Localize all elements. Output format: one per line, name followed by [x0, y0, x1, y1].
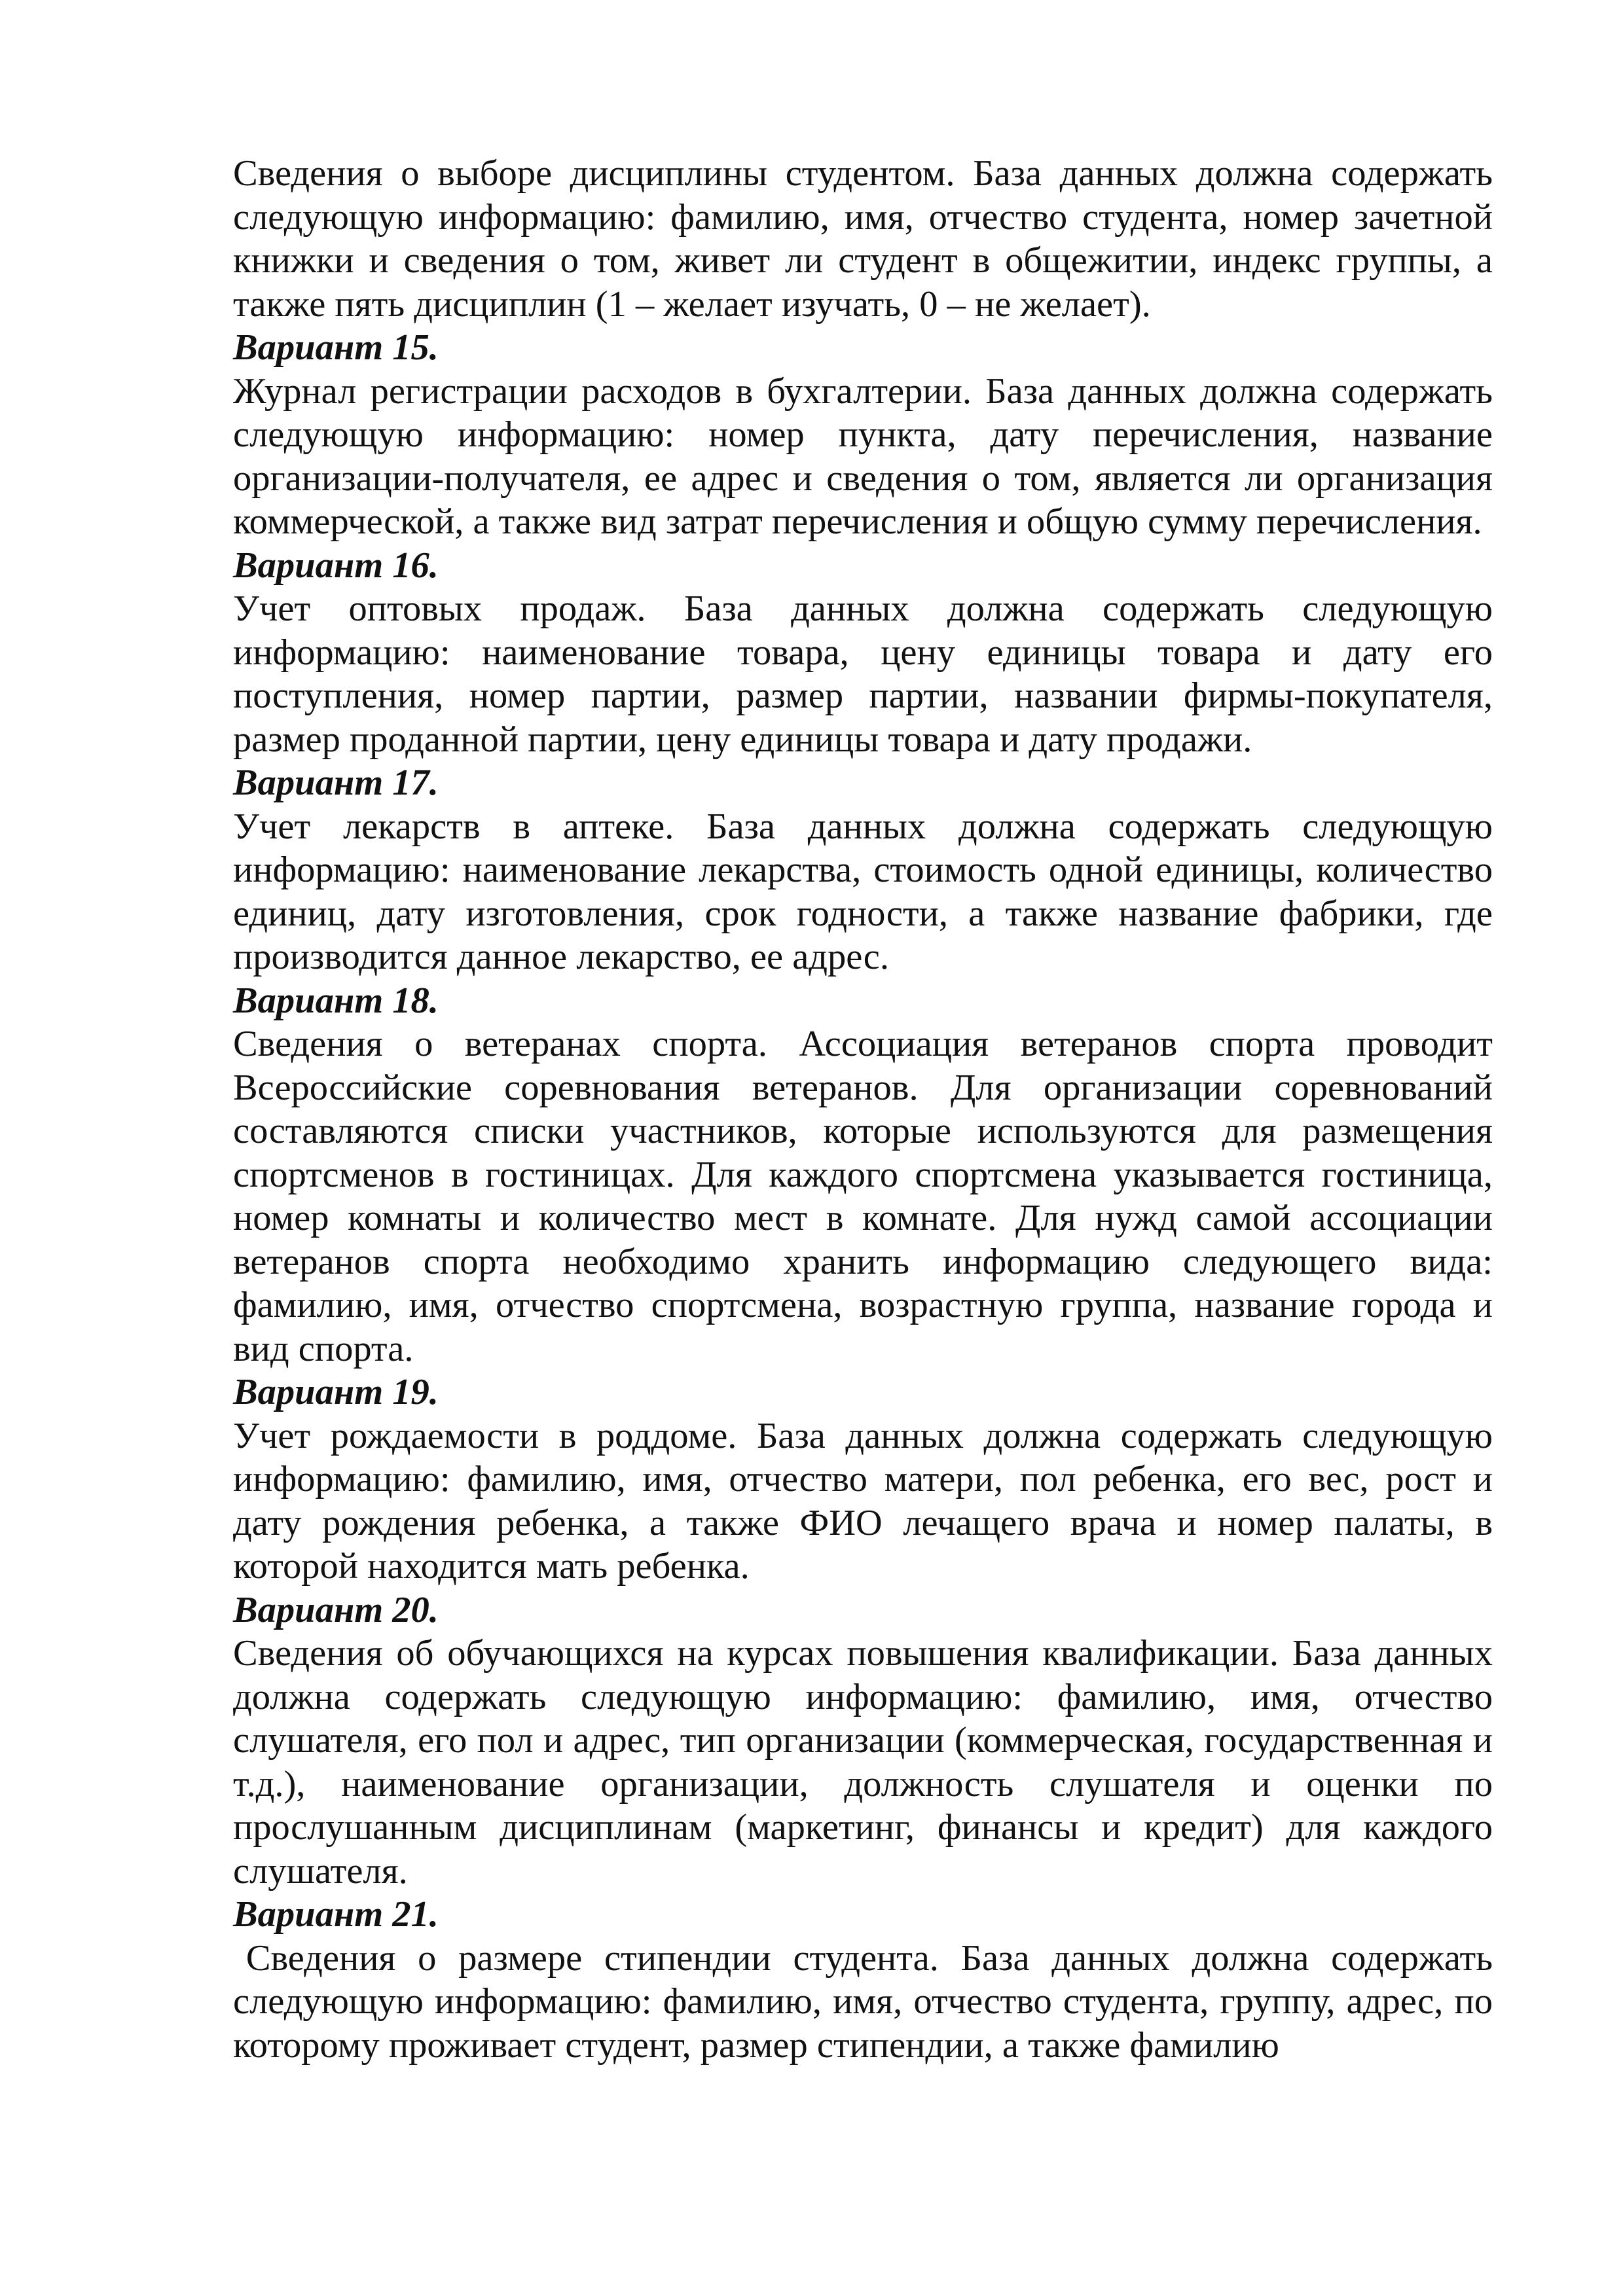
variant-text: Учет рождаемости в роддоме. База данных должна содержать следующую информацию: фамилию, имя, отчество матери, пол ребенка, его вес, рост и дату рождения ребенка, а также ФИО лечащего врача и номер палаты, в которой находится мать ребенка. [233, 1415, 1493, 1587]
variant-heading: Вариант 16. [233, 545, 439, 586]
intro-paragraph: Сведения о выборе дисциплины студентом. База данных должна содержать следующую информацию: фамилию, имя, отчество студента, номер зачетной книжки и сведения о том, живет ли студент в общежитии, индекс группы, а также пять дисциплин (1 – желает изучать, 0 – не желает). [233, 153, 1493, 325]
variant-heading: Вариант 19. [233, 1372, 439, 1412]
variant-text: Журнал регистрации расходов в бухгалтерии. База данных должна содержать следующую информацию: номер пункта, дату перечисления, название организации-получателя, ее адрес и сведения о том, является ли организация коммерческой, а также вид затрат перечисления и общую сумму перечисления. [233, 370, 1493, 542]
variant-heading: Вариант 20. [233, 1589, 439, 1630]
variant-text: Учет оптовых продаж. База данных должна содержать следующую информацию: наименование товара, цену единицы товара и дату его поступления, номер партии, размер партии, названии фирмы-покупателя, размер проданной партии, цену единицы товара и дату продажи. [233, 588, 1493, 760]
variant-text: Сведения о размере стипендии студента. База данных должна содержать следующую информацию: фамилию, имя, отчество студента, группу, адрес, по которому проживает студент, размер стипендии, а также фамилию [233, 1937, 1493, 2066]
variant-heading: Вариант 18. [233, 980, 439, 1021]
variant-text: Сведения об обучающихся на курсах повышения квалификации. База данных должна содержать следующую информацию: фамилию, имя, отчество слушателя, его пол и адрес, тип организации (коммерческая, государственная и т.д.), наименование организации, должность слушателя и оценки по прослушанным дисциплинам (маркетинг, финансы и кредит) для каждого слушателя. [233, 1633, 1493, 1892]
document-page [233, 152, 1493, 2067]
variant-heading: Вариант 21. [233, 1894, 439, 1935]
variant-text: Учет лекарств в аптеке. База данных должна содержать следующую информацию: наименование лекарства, стоимость одной единицы, количество единиц, дату изготовления, срок годности, а также название фабрики, где производится данное лекарство, ее адрес. [233, 806, 1493, 977]
variant-text: Сведения о ветеранах спорта. Ассоциация ветеранов спорта проводит Всероссийские соревнования ветеранов. Для организации соревнований составляются списки участников, которые используются для размещения спортсменов в гостиницах. Для каждого спортсмена указывается гостиница, номер комнаты и количество мест в комнате. Для нужд самой ассоциации ветеранов спорта необходимо хранить информацию следующего вида: фамилию, имя, отчество спортсмена, возрастную группа, название города и вид спорта. [233, 1024, 1493, 1369]
variant-heading: Вариант 15. [233, 327, 439, 368]
variant-heading: Вариант 17. [233, 762, 439, 803]
